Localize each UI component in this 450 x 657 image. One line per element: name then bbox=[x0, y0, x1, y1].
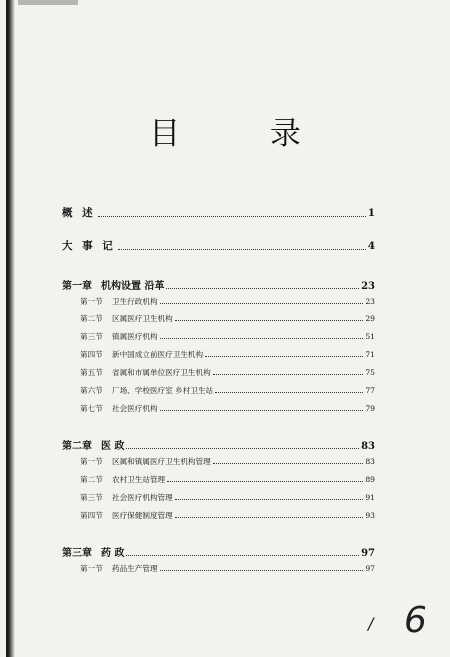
dot-leader bbox=[126, 447, 359, 449]
section-number: 第二节 bbox=[80, 475, 103, 484]
toc-section[interactable] bbox=[80, 492, 375, 503]
section-label: 药品生产管理 bbox=[112, 564, 158, 573]
section-label: 省属和市属单位医疗卫生机构 bbox=[112, 368, 211, 377]
chapter-number: 第二章 bbox=[62, 441, 92, 452]
entry-label: 概 述 bbox=[62, 207, 96, 219]
dot-leader bbox=[215, 391, 363, 393]
toc-section[interactable] bbox=[80, 385, 375, 396]
entry-page: 23 bbox=[361, 281, 375, 292]
section-label: 厂场、学校医疗室 乡村卫生站 bbox=[112, 386, 214, 395]
toc-section[interactable] bbox=[80, 403, 375, 414]
section-label: 新中国成立前医疗卫生机构 bbox=[112, 350, 204, 359]
toc-chapter-1[interactable] bbox=[62, 277, 375, 292]
entry-page: 83 bbox=[365, 457, 375, 466]
toc-chapter-2[interactable] bbox=[62, 437, 375, 452]
chapter-label: 医 政 bbox=[101, 441, 125, 452]
section-number: 第七节 bbox=[80, 404, 103, 413]
entry-page: 79 bbox=[365, 404, 375, 413]
section-label: 社会医疗机构 bbox=[112, 404, 158, 413]
toc-section[interactable] bbox=[80, 456, 375, 467]
page-title: 目 录 bbox=[149, 116, 341, 152]
section-label: 农村卫生站管理 bbox=[112, 475, 166, 484]
dot-leader bbox=[213, 373, 364, 375]
section-label: 镇属医疗机构 bbox=[112, 332, 158, 341]
toc-section[interactable] bbox=[80, 563, 375, 574]
section-number: 第四节 bbox=[80, 511, 103, 520]
section-number: 第四节 bbox=[80, 350, 103, 359]
chapter-label: 药 政 bbox=[101, 548, 125, 559]
dot-leader bbox=[160, 569, 364, 571]
chapter-label: 机构设置 沿革 bbox=[101, 281, 165, 292]
entry-page: 1 bbox=[367, 207, 375, 219]
section-label: 区属和镇属医疗卫生机构管理 bbox=[112, 457, 211, 466]
dot-leader bbox=[126, 554, 359, 556]
section-number: 第一节 bbox=[80, 297, 103, 306]
entry-page: 29 bbox=[365, 314, 375, 323]
toc-entry-chronicle[interactable] bbox=[62, 238, 375, 253]
dot-leader bbox=[205, 355, 363, 357]
handwritten-mark: / bbox=[368, 614, 374, 633]
toc-section[interactable] bbox=[80, 296, 375, 307]
section-number: 第三节 bbox=[80, 332, 103, 341]
section-label: 区属医疗卫生机构 bbox=[112, 314, 173, 323]
entry-page: 91 bbox=[365, 493, 375, 502]
section-number: 第六节 bbox=[80, 386, 103, 395]
toc-section[interactable] bbox=[80, 349, 375, 360]
dot-leader bbox=[118, 248, 366, 250]
entry-page: 97 bbox=[365, 564, 375, 573]
dot-leader bbox=[166, 287, 359, 289]
toc-chapter-3[interactable] bbox=[62, 544, 375, 559]
dot-leader bbox=[167, 480, 363, 482]
chapter-number: 第一章 bbox=[62, 281, 92, 292]
entry-page: 77 bbox=[365, 386, 375, 395]
handwritten-page-number: 6 bbox=[404, 600, 427, 641]
toc-section[interactable] bbox=[80, 367, 375, 378]
section-number: 第五节 bbox=[80, 368, 103, 377]
entry-page: 89 bbox=[365, 475, 375, 484]
entry-page: 97 bbox=[361, 548, 375, 559]
entry-page: 83 bbox=[361, 441, 375, 452]
section-label: 卫生行政机构 bbox=[112, 297, 158, 306]
toc-section[interactable] bbox=[80, 474, 375, 485]
toc-entry-overview[interactable] bbox=[62, 205, 375, 220]
dot-leader bbox=[160, 302, 364, 304]
entry-page: 71 bbox=[365, 350, 375, 359]
entry-page: 23 bbox=[365, 297, 375, 306]
entry-page: 51 bbox=[365, 332, 375, 341]
entry-page: 93 bbox=[365, 511, 375, 520]
entry-page: 75 bbox=[365, 368, 375, 377]
section-number: 第二节 bbox=[80, 314, 103, 323]
entry-label: 大 事 记 bbox=[62, 240, 116, 252]
dot-leader bbox=[213, 462, 364, 464]
dot-leader bbox=[160, 409, 364, 411]
toc-section[interactable] bbox=[80, 313, 375, 324]
section-number: 第一节 bbox=[80, 457, 103, 466]
section-number: 第一节 bbox=[80, 564, 103, 573]
toc-section[interactable] bbox=[80, 331, 375, 342]
toc-section[interactable] bbox=[80, 510, 375, 521]
entry-page: 4 bbox=[367, 240, 375, 252]
section-number: 第三节 bbox=[80, 493, 103, 502]
section-label: 社会医疗机构管理 bbox=[112, 493, 173, 502]
section-label: 医疗保健制度管理 bbox=[112, 511, 173, 520]
dot-leader bbox=[175, 319, 364, 321]
dot-leader bbox=[175, 498, 364, 500]
chapter-number: 第三章 bbox=[62, 548, 92, 559]
dot-leader bbox=[160, 337, 364, 339]
dot-leader bbox=[98, 215, 366, 217]
dot-leader bbox=[175, 516, 364, 518]
